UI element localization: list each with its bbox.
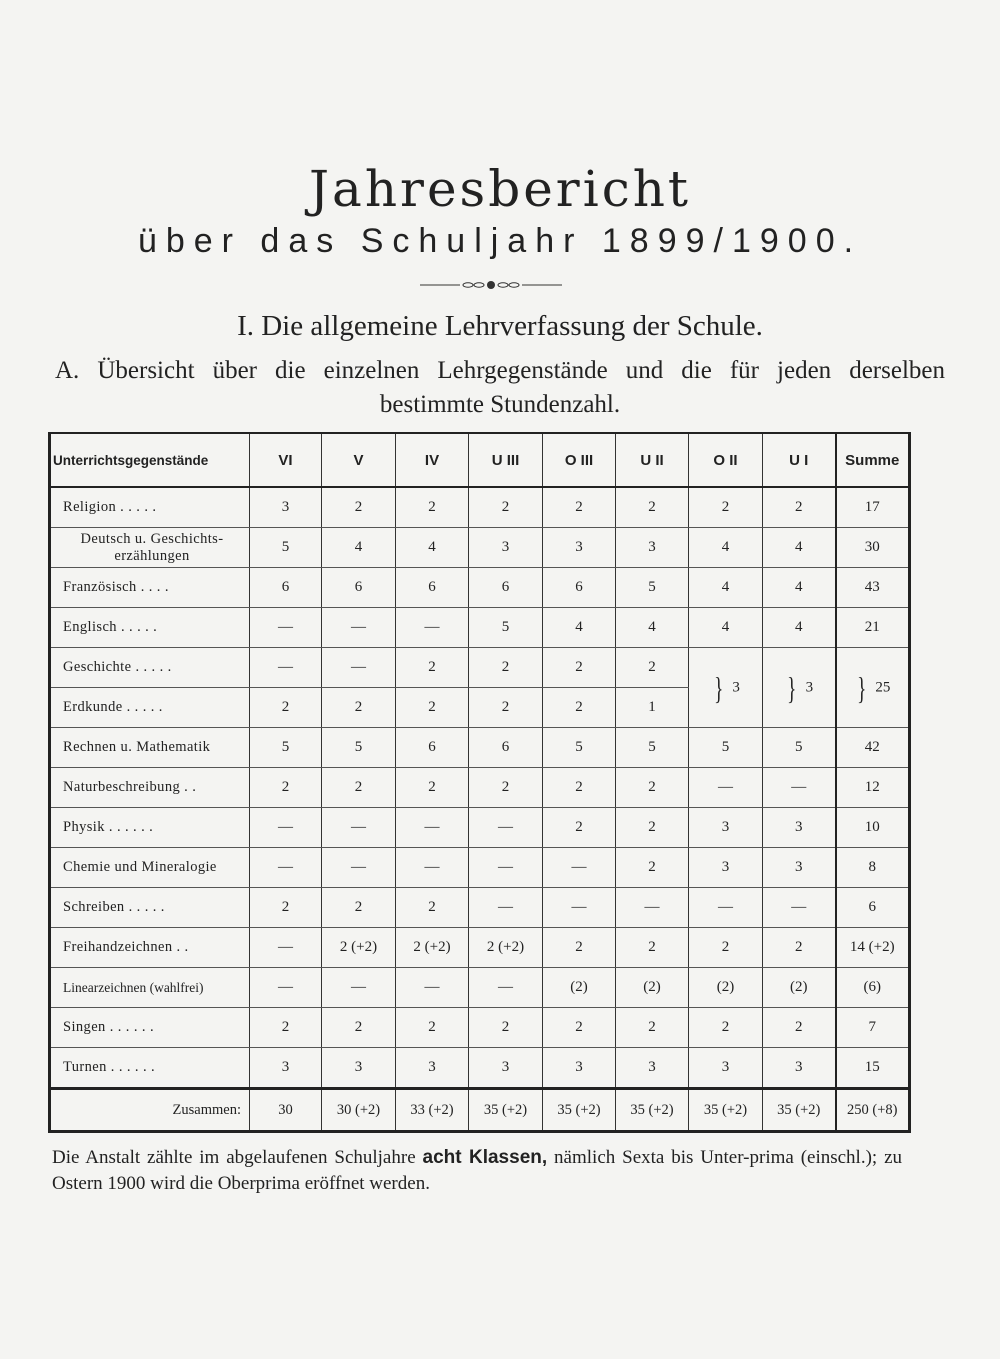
hours-cell: (2) [763, 968, 836, 1008]
lesson-hours-table [48, 432, 911, 1133]
subject-cell: Linearzeichnen (wahlfrei) [50, 968, 250, 1008]
brace-icon: } [787, 669, 797, 706]
hours-cell: 4 [616, 608, 689, 648]
merged-hours-cell [763, 648, 836, 728]
hours-cell: — [689, 888, 763, 928]
hours-cell: 3 [250, 1048, 322, 1089]
hours-cell: 3 [763, 1048, 836, 1089]
hours-cell: — [469, 808, 543, 848]
hours-cell: — [322, 648, 396, 688]
hours-cell: 3 [543, 1048, 616, 1089]
table-row [50, 848, 910, 888]
subject-cell: Rechnen u. Mathematik [50, 728, 250, 768]
merged-value: 3 [732, 678, 740, 695]
hours-cell: 5 [250, 528, 322, 568]
table-row [50, 487, 910, 528]
table-row [50, 888, 910, 928]
hours-cell: 6 [469, 728, 543, 768]
hours-cell: — [322, 848, 396, 888]
hours-cell: 2 [616, 648, 689, 688]
hours-cell: 3 [322, 1048, 396, 1089]
hours-cell: 6 [250, 568, 322, 608]
hours-cell: 2 [322, 487, 396, 528]
total-cell: 35 (+2) [689, 1089, 763, 1132]
hours-cell: 4 [763, 608, 836, 648]
hours-cell: 2 [543, 648, 616, 688]
total-cell: 35 (+2) [616, 1089, 689, 1132]
subject-cell: Physik . . . . . . [50, 808, 250, 848]
hours-cell: 2 [250, 768, 322, 808]
hours-cell: 2 [469, 648, 543, 688]
table-row [50, 528, 910, 568]
header-sum: Summe [836, 433, 910, 487]
hours-cell: 4 [543, 608, 616, 648]
header-class: U I [763, 433, 836, 487]
brace-icon: } [857, 669, 867, 706]
header-class: V [322, 433, 396, 487]
hours-cell: 2 [689, 487, 763, 528]
hours-cell: 5 [250, 728, 322, 768]
sum-cell: 8 [836, 848, 910, 888]
hours-cell: 2 [543, 688, 616, 728]
hours-cell: — [396, 848, 469, 888]
hours-cell: 2 [396, 888, 469, 928]
hours-cell: 3 [250, 487, 322, 528]
hours-cell: 4 [763, 528, 836, 568]
hours-cell: 2 [396, 1008, 469, 1048]
page-subtitle: über das Schuljahr 1899/1900. [137, 222, 863, 260]
hours-cell: 2 [322, 688, 396, 728]
hours-cell: 2 [250, 688, 322, 728]
subject-cell: Naturbeschreibung . . [50, 768, 250, 808]
hours-cell: 2 [322, 768, 396, 808]
table-row [50, 728, 910, 768]
hours-cell: 4 [396, 528, 469, 568]
footer-bold-text: acht Klassen, [422, 1147, 548, 1168]
total-label: Zusammen: [50, 1089, 250, 1132]
hours-cell: 4 [322, 528, 396, 568]
hours-cell: (2) [543, 968, 616, 1008]
hours-cell: — [396, 608, 469, 648]
hours-cell: 3 [763, 808, 836, 848]
total-sum-cell: 250 (+8) [836, 1089, 910, 1132]
hours-cell: 2 [396, 768, 469, 808]
table-row [50, 648, 910, 688]
hours-cell: — [469, 848, 543, 888]
footer-text-before: Die Anstalt zählte im abgelaufenen Schuljahre [52, 1147, 416, 1168]
sum-cell: 10 [836, 808, 910, 848]
subsection-heading [55, 354, 945, 422]
hours-cell: 2 [469, 487, 543, 528]
hours-cell: — [689, 768, 763, 808]
subject-cell: Französisch . . . . [50, 568, 250, 608]
hours-cell: — [250, 968, 322, 1008]
subject-cell: Freihandzeichnen . . [50, 928, 250, 968]
table-row [50, 768, 910, 808]
hours-cell: 2 [763, 1008, 836, 1048]
hours-cell: 3 [543, 528, 616, 568]
sum-cell: 12 [836, 768, 910, 808]
hours-cell: 2 [616, 768, 689, 808]
header-class: VI [250, 433, 322, 487]
sum-cell: 7 [836, 1008, 910, 1048]
header-subject: Unterrichtsgegenstände [50, 433, 250, 487]
merged-value: 25 [875, 678, 891, 695]
sum-cell: 30 [836, 528, 910, 568]
hours-cell: 2 [616, 928, 689, 968]
sum-cell: 15 [836, 1048, 910, 1089]
header-class: U II [616, 433, 689, 487]
merged-hours-cell [689, 648, 763, 728]
hours-cell: 6 [396, 728, 469, 768]
sum-cell: 21 [836, 608, 910, 648]
hours-cell: 3 [763, 848, 836, 888]
hours-cell: 2 [616, 808, 689, 848]
hours-cell: — [396, 968, 469, 1008]
section-heading: I. Die allgemeine Lehrverfassung der Schule. [237, 310, 763, 342]
hours-cell: (2) [689, 968, 763, 1008]
hours-cell: 3 [689, 808, 763, 848]
hours-cell: 2 [616, 487, 689, 528]
hours-cell: 5 [616, 728, 689, 768]
subject-cell: Deutsch u. Geschichts-erzählungen [50, 528, 250, 568]
hours-cell: 6 [543, 568, 616, 608]
hours-cell: 2 [543, 808, 616, 848]
sum-cell: 43 [836, 568, 910, 608]
hours-cell: 2 [543, 487, 616, 528]
merged-sum-cell [836, 648, 910, 728]
hours-cell: 2 [469, 1008, 543, 1048]
hours-cell: 6 [396, 568, 469, 608]
sum-cell: 14 (+2) [836, 928, 910, 968]
hours-cell: — [250, 608, 322, 648]
table-row [50, 808, 910, 848]
table-row [50, 968, 910, 1008]
subject-cell: Religion . . . . . [50, 487, 250, 528]
footer-text-after: nämlich Sexta bis Unter-prima (einschl.); zu Ostern 1900 wird die Oberprima eröffnet werden. [52, 1147, 903, 1194]
hours-cell: — [763, 888, 836, 928]
hours-cell: — [322, 608, 396, 648]
table-header-row [50, 433, 910, 487]
table-row [50, 1048, 910, 1089]
hours-cell: 6 [469, 568, 543, 608]
hours-cell: 4 [689, 528, 763, 568]
hours-cell: 2 [616, 1008, 689, 1048]
table-row [50, 928, 910, 968]
table-row [50, 608, 910, 648]
subject-cell: Singen . . . . . . [50, 1008, 250, 1048]
sum-cell: 17 [836, 487, 910, 528]
hours-cell: 1 [616, 688, 689, 728]
hours-cell: 2 [543, 768, 616, 808]
hours-cell: — [469, 888, 543, 928]
hours-cell: 2 (+2) [322, 928, 396, 968]
total-cell: 30 [250, 1089, 322, 1132]
hours-cell: 3 [689, 848, 763, 888]
hours-cell: 5 [689, 728, 763, 768]
table-row [50, 568, 910, 608]
hours-cell: — [250, 848, 322, 888]
subject-cell: Turnen . . . . . . [50, 1048, 250, 1089]
brace-icon: } [714, 669, 724, 706]
subject-cell: Schreiben . . . . . [50, 888, 250, 928]
hours-cell: 5 [322, 728, 396, 768]
total-row [50, 1089, 910, 1132]
total-cell: 33 (+2) [396, 1089, 469, 1132]
hours-cell: 2 [396, 688, 469, 728]
sum-cell: 6 [836, 888, 910, 928]
hours-cell: 5 [543, 728, 616, 768]
total-cell: 35 (+2) [763, 1089, 836, 1132]
hours-cell: — [396, 808, 469, 848]
hours-cell: 3 [396, 1048, 469, 1089]
subsection-line-1: A. Übersicht über die einzelnen Lehrgegenstände und die für jeden derselben [55, 357, 945, 384]
hours-cell: — [543, 888, 616, 928]
hours-cell: 2 [763, 928, 836, 968]
hours-cell: 3 [469, 1048, 543, 1089]
hours-cell: 2 [469, 768, 543, 808]
header-class: U III [469, 433, 543, 487]
hours-cell: 2 [250, 1008, 322, 1048]
hours-cell: — [543, 848, 616, 888]
subject-cell: Erdkunde . . . . . [50, 688, 250, 728]
header-class: O III [543, 433, 616, 487]
hours-cell: 2 [469, 688, 543, 728]
table-row [50, 1008, 910, 1048]
hours-cell: 2 [543, 928, 616, 968]
hours-cell: 2 [616, 848, 689, 888]
hours-cell: 4 [763, 568, 836, 608]
hours-cell: — [763, 768, 836, 808]
hours-cell: 5 [763, 728, 836, 768]
hours-cell: 3 [616, 1048, 689, 1089]
hours-cell: 5 [616, 568, 689, 608]
hours-cell: 2 [689, 1008, 763, 1048]
hours-cell: 2 (+2) [396, 928, 469, 968]
hours-cell: 2 [322, 888, 396, 928]
hours-cell: — [250, 808, 322, 848]
hours-cell: — [469, 968, 543, 1008]
hours-cell: 2 [250, 888, 322, 928]
hours-cell: 3 [689, 1048, 763, 1089]
subject-cell: Englisch . . . . . [50, 608, 250, 648]
merged-value: 3 [805, 678, 814, 695]
hours-cell: 2 [322, 1008, 396, 1048]
total-cell: 30 (+2) [322, 1089, 396, 1132]
page-title: Jahresbericht [309, 160, 691, 218]
hours-cell: — [250, 928, 322, 968]
subject-cell: Chemie und Mineralogie [50, 848, 250, 888]
hours-cell: — [322, 968, 396, 1008]
hours-cell: 2 [396, 648, 469, 688]
subsection-line-2: bestimmte Stundenzahl. [379, 391, 621, 418]
hours-cell: — [322, 808, 396, 848]
subject-cell: Geschichte . . . . . [50, 648, 250, 688]
hours-cell: 4 [689, 608, 763, 648]
total-cell: 35 (+2) [543, 1089, 616, 1132]
header-class: O II [689, 433, 763, 487]
hours-cell: 2 [543, 1008, 616, 1048]
hours-cell: 6 [322, 568, 396, 608]
footer-paragraph [52, 1145, 902, 1197]
hours-cell: 3 [616, 528, 689, 568]
sum-cell: (6) [836, 968, 910, 1008]
hours-cell: 3 [469, 528, 543, 568]
hours-cell: 2 [763, 487, 836, 528]
hours-cell: 2 [396, 487, 469, 528]
ornament-divider-icon [420, 280, 562, 290]
hours-cell: 4 [689, 568, 763, 608]
hours-cell: 2 (+2) [469, 928, 543, 968]
hours-cell: (2) [616, 968, 689, 1008]
header-class: IV [396, 433, 469, 487]
total-cell: 35 (+2) [469, 1089, 543, 1132]
hours-cell: 5 [469, 608, 543, 648]
hours-cell: — [616, 888, 689, 928]
sum-cell: 42 [836, 728, 910, 768]
hours-cell: 2 [689, 928, 763, 968]
hours-cell: — [250, 648, 322, 688]
